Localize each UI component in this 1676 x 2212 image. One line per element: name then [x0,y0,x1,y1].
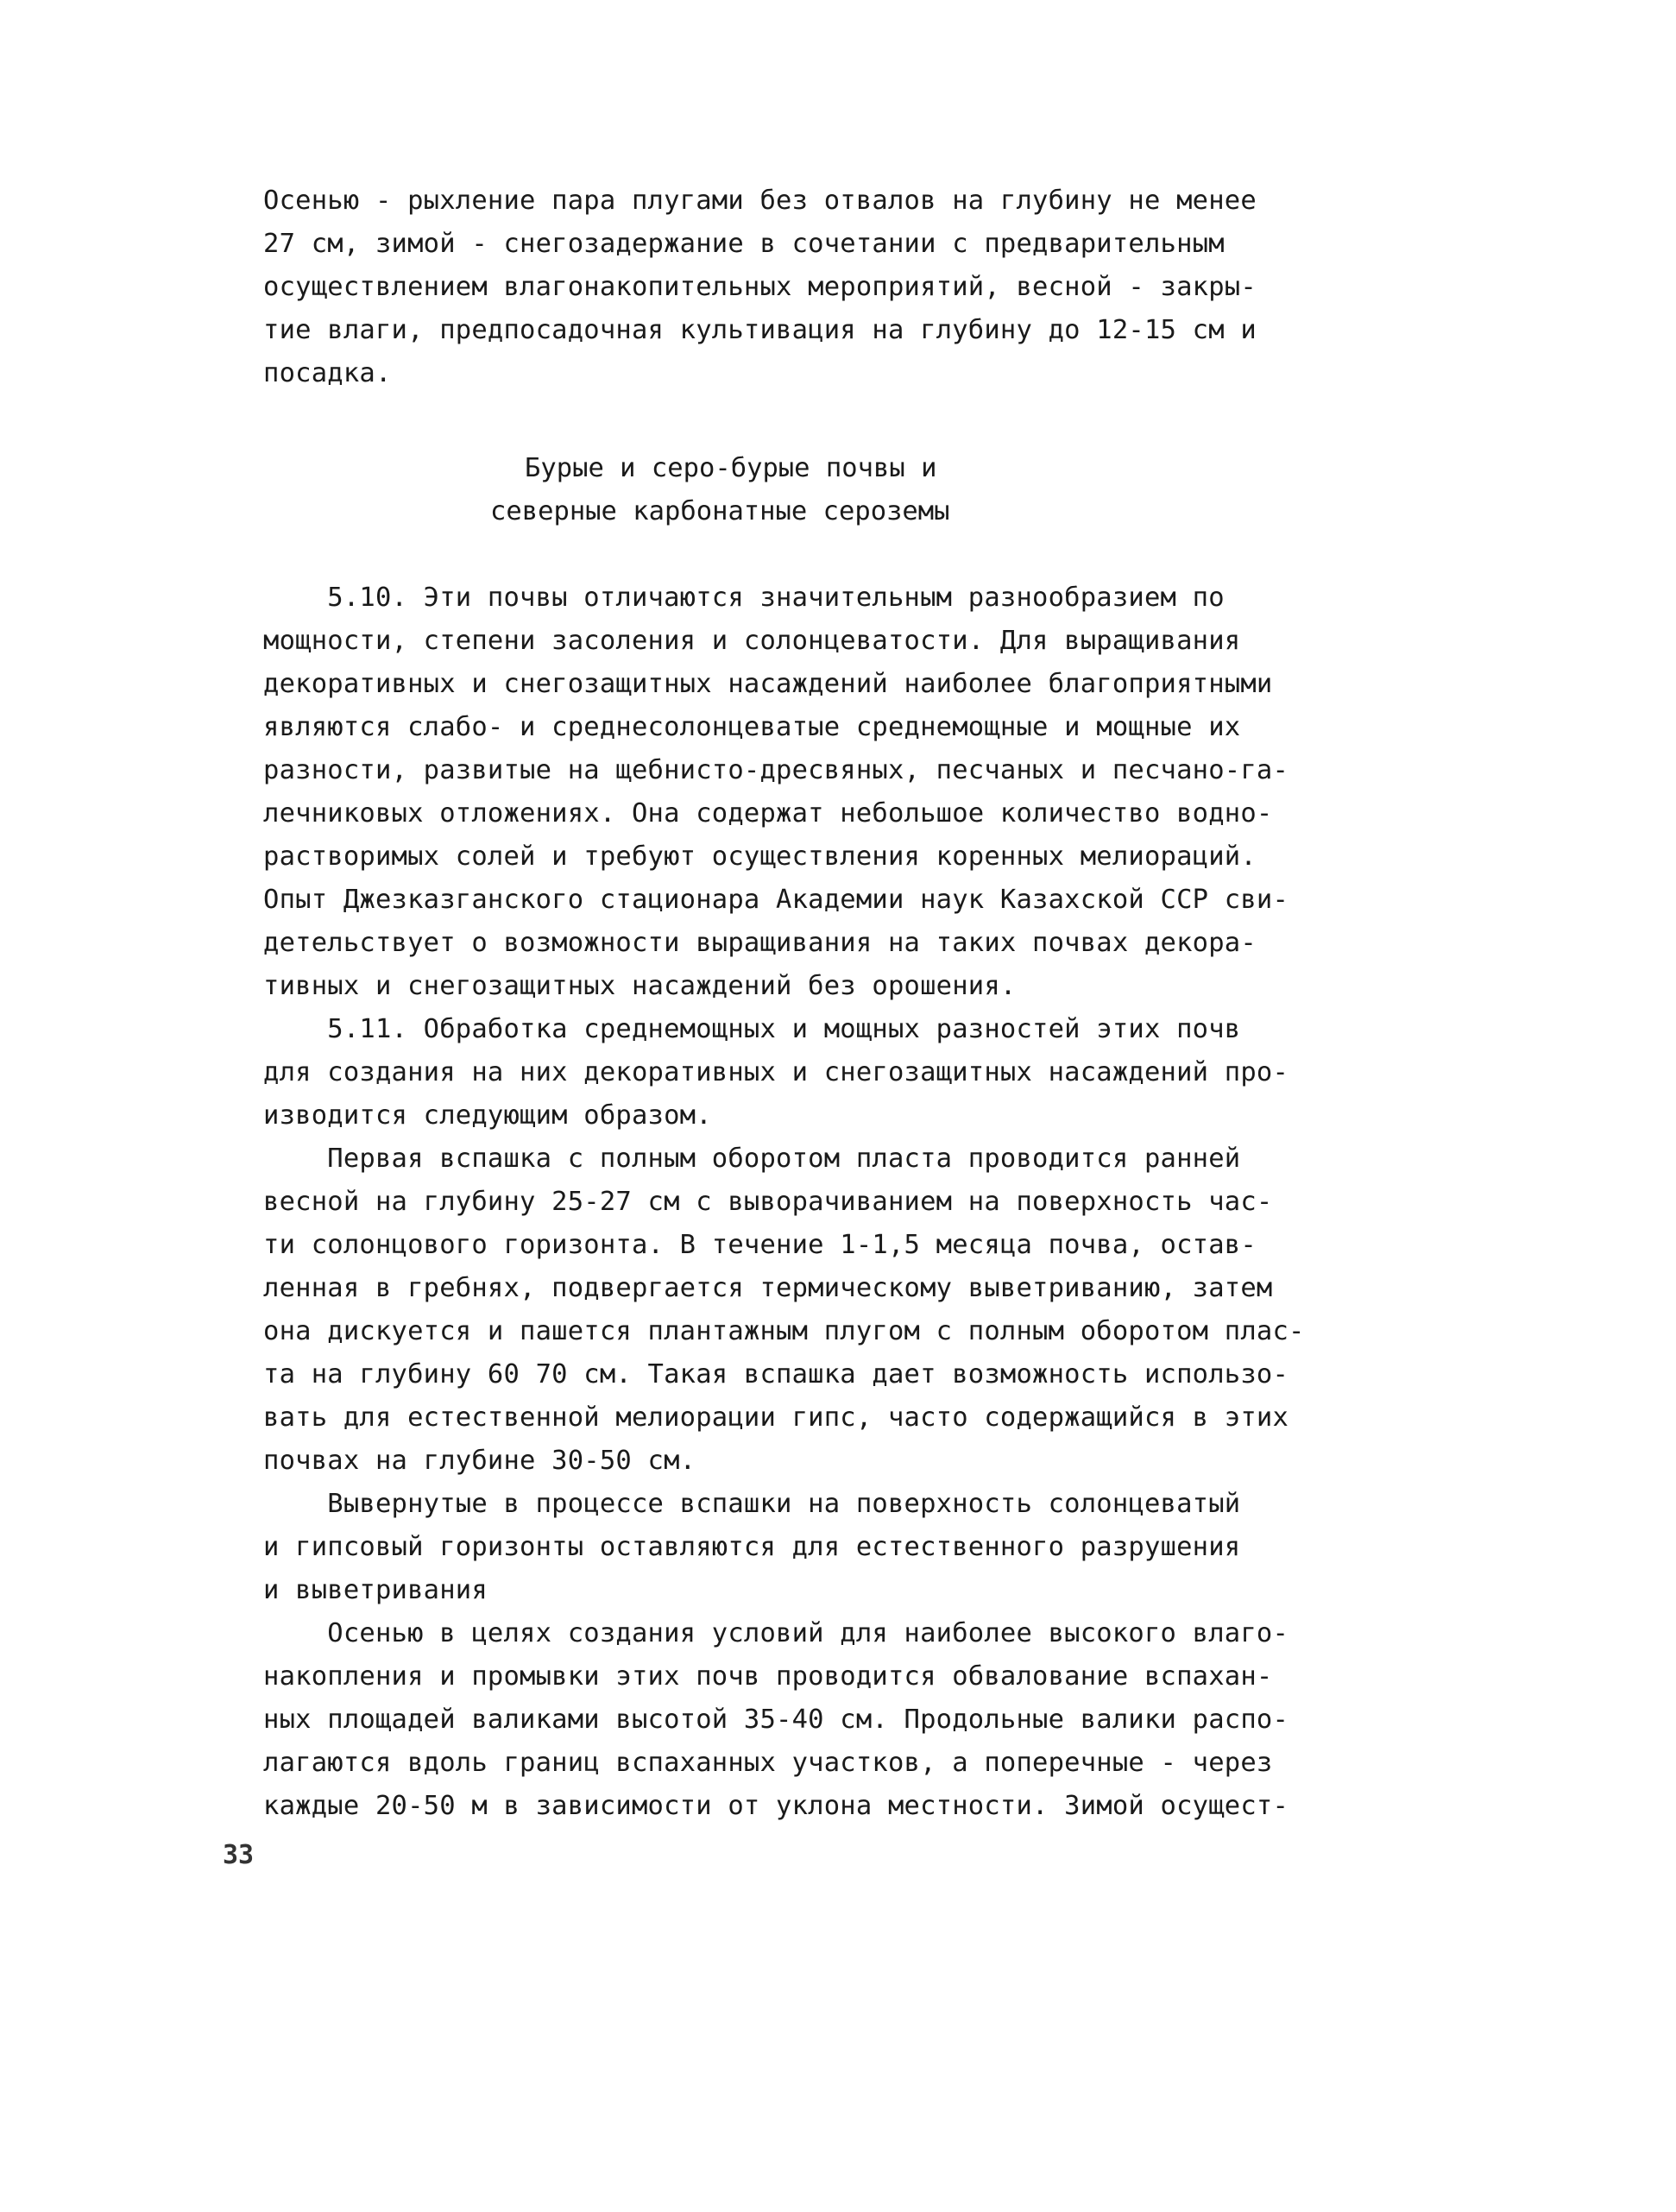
text-line: вать для естественной мелиорации гипс, часто содержащийся в этих [263,1402,1289,1433]
text-line: тивных и снегозащитных насаждений без орошения. [263,971,1017,1001]
text-line: изводится следующим образом. [263,1100,712,1131]
text-line: 27 см, зимой - снегозадержание в сочетании с предварительным [263,229,1225,259]
text-line: Вывернутые в процессе вспашки на поверхность солонцеватый [263,1489,1241,1519]
text-line: ленная в гребнях, подвергается термическому выветриванию, затем [263,1273,1273,1303]
page-number: 33 [223,1840,255,1870]
heading-line-2: северные карбонатные сероземы [490,496,950,526]
text-line: та на глубину 60 70 см. Такая вспашка дает возможность использо- [263,1359,1289,1390]
text-line: детельствует о возможности выращивания на таких почвах декора- [263,928,1257,958]
text-line: лагаются вдоль границ вспаханных участков, а поперечные - через [263,1748,1273,1778]
text-line: посадка. [263,358,392,388]
text-line: декоративных и снегозащитных насаждений наиболее благоприятными [263,669,1273,699]
text-line: 5.11. Обработка среднемощных и мощных разностей этих почв [263,1014,1241,1044]
text-line: осуществлением влагонакопительных мероприятий, весной - закры- [263,272,1257,302]
text-line: Первая вспашка с полным оборотом пласта проводится ранней [263,1144,1241,1174]
text-line: растворимых солей и требуют осуществления коренных мелиораций. [263,841,1257,872]
text-line: она дискуется и пашется плантажным плугом с полным оборотом плас- [263,1316,1305,1346]
text-line: 5.10. Эти почвы отличаются значительным разнообразием по [263,583,1225,613]
text-line: почвах на глубине 30-50 см. [263,1446,696,1476]
text-line: накопления и промывки этих почв проводится обвалование вспахан- [263,1661,1273,1692]
text-line: ти солонцового горизонта. В течение 1-1,5 месяца почва, остав- [263,1230,1257,1260]
text-line: разности, развитые на щебнисто-дресвяных, песчаных и песчано-га- [263,755,1289,785]
text-line: каждые 20-50 м в зависимости от уклона местности. Зимой осущест- [263,1791,1289,1821]
text-line: Осенью в целях создания условий для наиболее высокого влаго- [263,1618,1289,1648]
text-line: и гипсовый горизонты оставляются для естественного разрушения [263,1532,1241,1562]
text-line: ных площадей валиками высотой 35-40 см. Продольные валики распо- [263,1705,1289,1735]
text-line: для создания на них декоративных и снегозащитных насаждений про- [263,1057,1289,1087]
text-line: весной на глубину 25-27 см с выворачиванием на поверхность час- [263,1187,1273,1217]
text-line: и выветривания [263,1575,488,1605]
text-line: Осенью - рыхление пара плугами без отвалов на глубину не менее [263,186,1257,216]
text-line: Опыт Джезказганского стационара Академии наук Казахской ССР сви- [263,885,1289,915]
text-line: являются слабо- и среднесолонцеватые среднемощные и мощные их [263,712,1241,742]
text-line: мощности, степени засоления и солонцеватости. Для выращивания [263,626,1241,656]
heading-line-1: Бурые и серо-бурые почвы и [525,453,937,483]
text-line: тие влаги, предпосадочная культивация на глубину до 12-15 см и [263,315,1257,345]
text-line: лечниковых отложениях. Она содержат небольшое количество водно- [263,798,1273,829]
